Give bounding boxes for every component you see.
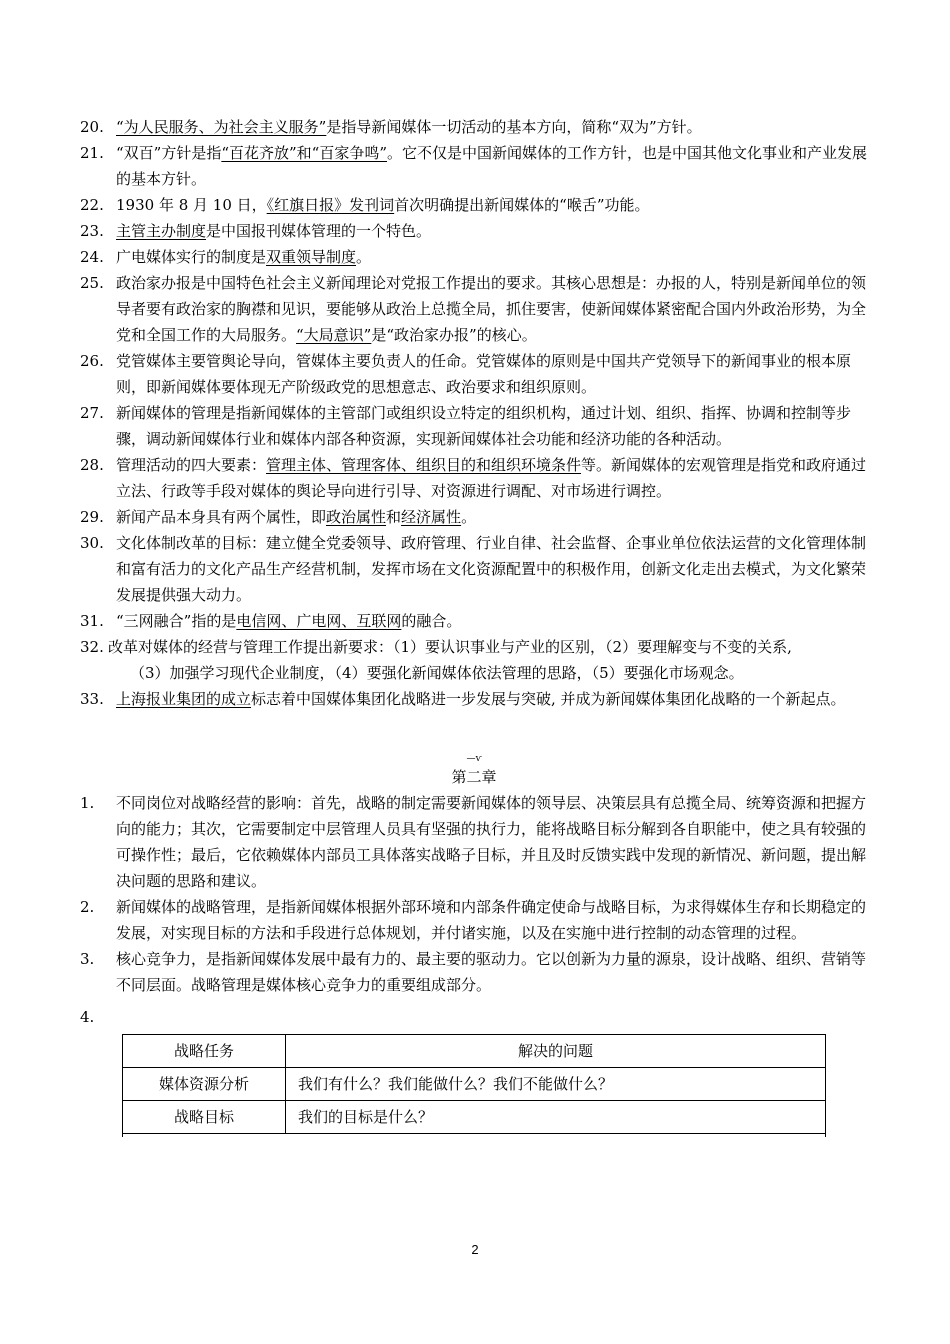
item-text: 改革对媒体的经营与管理工作提出新要求：（1）要认识事业与产业的区别，（2）要理解变与不变的关系,: [108, 638, 792, 656]
item-text: 不同岗位对战略经营的影响：首先，战略的制定需要新闻媒体的领导层、决策层具有总揽全局、统筹资源和把握方向的能力；其次，它需要制定中层管理人员具有坚强的执行力，能将战略目标分解到各自职能中，使之具有较强的可操作性；最后，它依赖媒体内部员工具体落实战略子目标，并且及时反馈实践中发现的新情况、新问题，提出解决问题的思路和建议。: [116, 794, 867, 890]
item-text: 广电媒体实行的制度是: [116, 248, 267, 266]
item-text: 是中国报刊媒体管理的一个特色。: [206, 222, 432, 240]
list-item-4: [80, 1004, 868, 1030]
item-text: 核心竞争力，是指新闻媒体发展中最有力的、最主要的驱动力。它以创新为力量的源泉，设计战略、组织、营销等不同层面。战略管理是媒体核心竞争力的重要组成部分。: [116, 950, 867, 994]
list-item-27: [80, 400, 868, 452]
strategy-table-grid: [123, 1035, 825, 1134]
item-number: 2.: [80, 898, 95, 916]
page-number: 2: [471, 1242, 479, 1257]
list-item-3: [80, 946, 868, 998]
item-text: 。: [461, 508, 477, 526]
underlined-term: “大局意识”: [296, 326, 372, 344]
page-content: [80, 114, 868, 1137]
item-text: 是指导新闻媒体一切活动的基本方向，简称“双为”方针。: [326, 118, 702, 136]
item-text: 的融合。: [401, 612, 462, 630]
item-number: 33.: [80, 690, 104, 708]
item-number: 26.: [80, 352, 104, 370]
list-item-22: [80, 192, 868, 218]
strategy-table: [122, 1034, 826, 1137]
item-text: 党管媒体主要管舆论导向，管媒体主要负责人的任命。党管媒体的原则是中国共产党领导下的新闻事业的根本原则，即新闻媒体要体现无产阶级政党的思想意志、政治要求和组织原则。: [116, 352, 852, 396]
underlined-term: 《红旗日报》发刊词: [266, 196, 395, 214]
item-text: 管理活动的四大要素：: [116, 456, 267, 474]
list-item-2: [80, 894, 868, 946]
item-text: 政治家办报是中国特色社会主义新闻理论对党报工作提出的要求。其核心思想是：办报的人，特别是新闻单位的领导者要有政治家的胸襟和见识，要能够从政治上总揽全局，抓住要害，使新闻媒体紧密配合国内外政治形势，为全党和全国工作的大局服务。: [116, 274, 867, 344]
list-item-31: [80, 608, 868, 634]
item-number: 25.: [80, 274, 104, 292]
table-cell: 战略目标: [123, 1101, 286, 1134]
item-text: 等。新闻媒体的宏观管理是指党和政府通过立法、行政等手段对媒体的舆论导向进行引导、对资源进行调配、对市场进行调控。: [116, 456, 867, 500]
list-item-25: [80, 270, 868, 348]
item-number: 1.: [80, 794, 95, 812]
underlined-term: “百花齐放”和“百家争鸣”: [221, 144, 388, 162]
list-item-33: [80, 686, 868, 712]
item-number: 32.: [80, 638, 104, 656]
item-number: 20.: [80, 118, 104, 136]
table-row: [123, 1068, 825, 1101]
table-cell: 媒体资源分析: [123, 1068, 286, 1101]
item-text: 新闻媒体的管理是指新闻媒体的主管部门或组织设立特定的组织机构，通过计划、组织、指挥、协调和控制等步骤，调动新闻媒体行业和媒体内部各种资源，实现新闻媒体社会功能和经济功能的各种活动。: [116, 404, 852, 448]
list-item-23: [80, 218, 868, 244]
underlined-term: “为人民服务、为社会主义服务”: [116, 118, 327, 136]
item-number: 27.: [80, 404, 104, 422]
underlined-term: 电信网、广电网、互联网: [236, 612, 402, 630]
item-number: 24.: [80, 248, 104, 266]
list-item-21: [80, 140, 868, 192]
item-number: 29.: [80, 508, 104, 526]
table-header-cell: 战略任务: [123, 1035, 286, 1068]
item-number: 31.: [80, 612, 104, 630]
list-item-28: [80, 452, 868, 504]
list-item-1: [80, 790, 868, 894]
list-item-30: [80, 530, 868, 608]
underlined-term: 管理主体、管理客体、组织目的和组织环境条件: [266, 456, 582, 474]
item-text: “双百”方针是指: [116, 144, 222, 162]
table-header-cell: 解决的问题: [286, 1035, 826, 1068]
item-text: 。它不仅是中国新闻媒体的工作方针，也是中国其他文化事业和产业发展的基本方针。: [116, 144, 868, 188]
item-text: 1930 年 8 月 10 日，: [116, 196, 267, 214]
item-number: 30.: [80, 534, 104, 552]
item-number: 28.: [80, 456, 104, 474]
item-number: 4.: [80, 1008, 95, 1026]
section-divider-mark: —ѵ: [466, 754, 482, 764]
table-header-row: [123, 1035, 825, 1068]
chapter-title: 第二章: [451, 768, 497, 786]
item-text: 新闻媒体的战略管理，是指新闻媒体根据外部环境和内部条件确定使命与战略目标，为求得媒体生存和长期稳定的发展，对实现目标的方法和手段进行总体规划，并付诸实施，以及在实施中进行控制的动态管理的过程。: [116, 898, 867, 942]
table-cell: 我们有什么？我们能做什么？我们不能做什么？: [286, 1068, 826, 1101]
underlined-term: 主管主办制度: [116, 222, 207, 240]
table-row: [123, 1101, 825, 1134]
list-item-29: [80, 504, 868, 530]
list-item-26: [80, 348, 868, 400]
table-cell: 我们的目标是什么？: [286, 1101, 826, 1134]
item-text: “三网融合”指的是: [116, 612, 237, 630]
item-number: 3.: [80, 950, 95, 968]
underlined-term: 经济属性: [401, 508, 462, 526]
underlined-term: 上海报业集团的成立: [116, 690, 252, 708]
item-text: 文化体制改革的目标：建立健全党委领导、政府管理、行业自律、社会监督、企事业单位依法运营的文化管理体制和富有活力的文化产品生产经营机制，发挥市场在文化资源配置中的积极作用，创新文化走出去模式，为文化繁荣发展提供强大动力。: [116, 534, 867, 604]
item-text: 首次明确提出新闻媒体的“喉舌”功能。: [394, 196, 650, 214]
item-number: 23.: [80, 222, 104, 240]
item-text-continued: （3）加强学习现代企业制度，（4）要强化新闻媒体依法管理的思路，（5）要强化市场观念。: [130, 664, 744, 682]
item-number: 21.: [80, 144, 104, 162]
item-text: 标志着中国媒体集团化战略进一步发展与突破, 并成为新闻媒体集团化战略的一个新起点。: [251, 690, 846, 708]
item-number: 22.: [80, 196, 104, 214]
list-item-20: [80, 114, 868, 140]
item-text: 。: [356, 248, 372, 266]
underlined-term: 双重领导制度: [266, 248, 357, 266]
spacer: [80, 712, 868, 754]
list-item-24: [80, 244, 868, 270]
list-item-32: [80, 634, 868, 686]
underlined-term: 政治属性: [326, 508, 387, 526]
item-text: 新闻产品本身具有两个属性，即: [116, 508, 327, 526]
item-text: 是“政治家办报”的核心。: [371, 326, 537, 344]
item-text: 和: [386, 508, 402, 526]
